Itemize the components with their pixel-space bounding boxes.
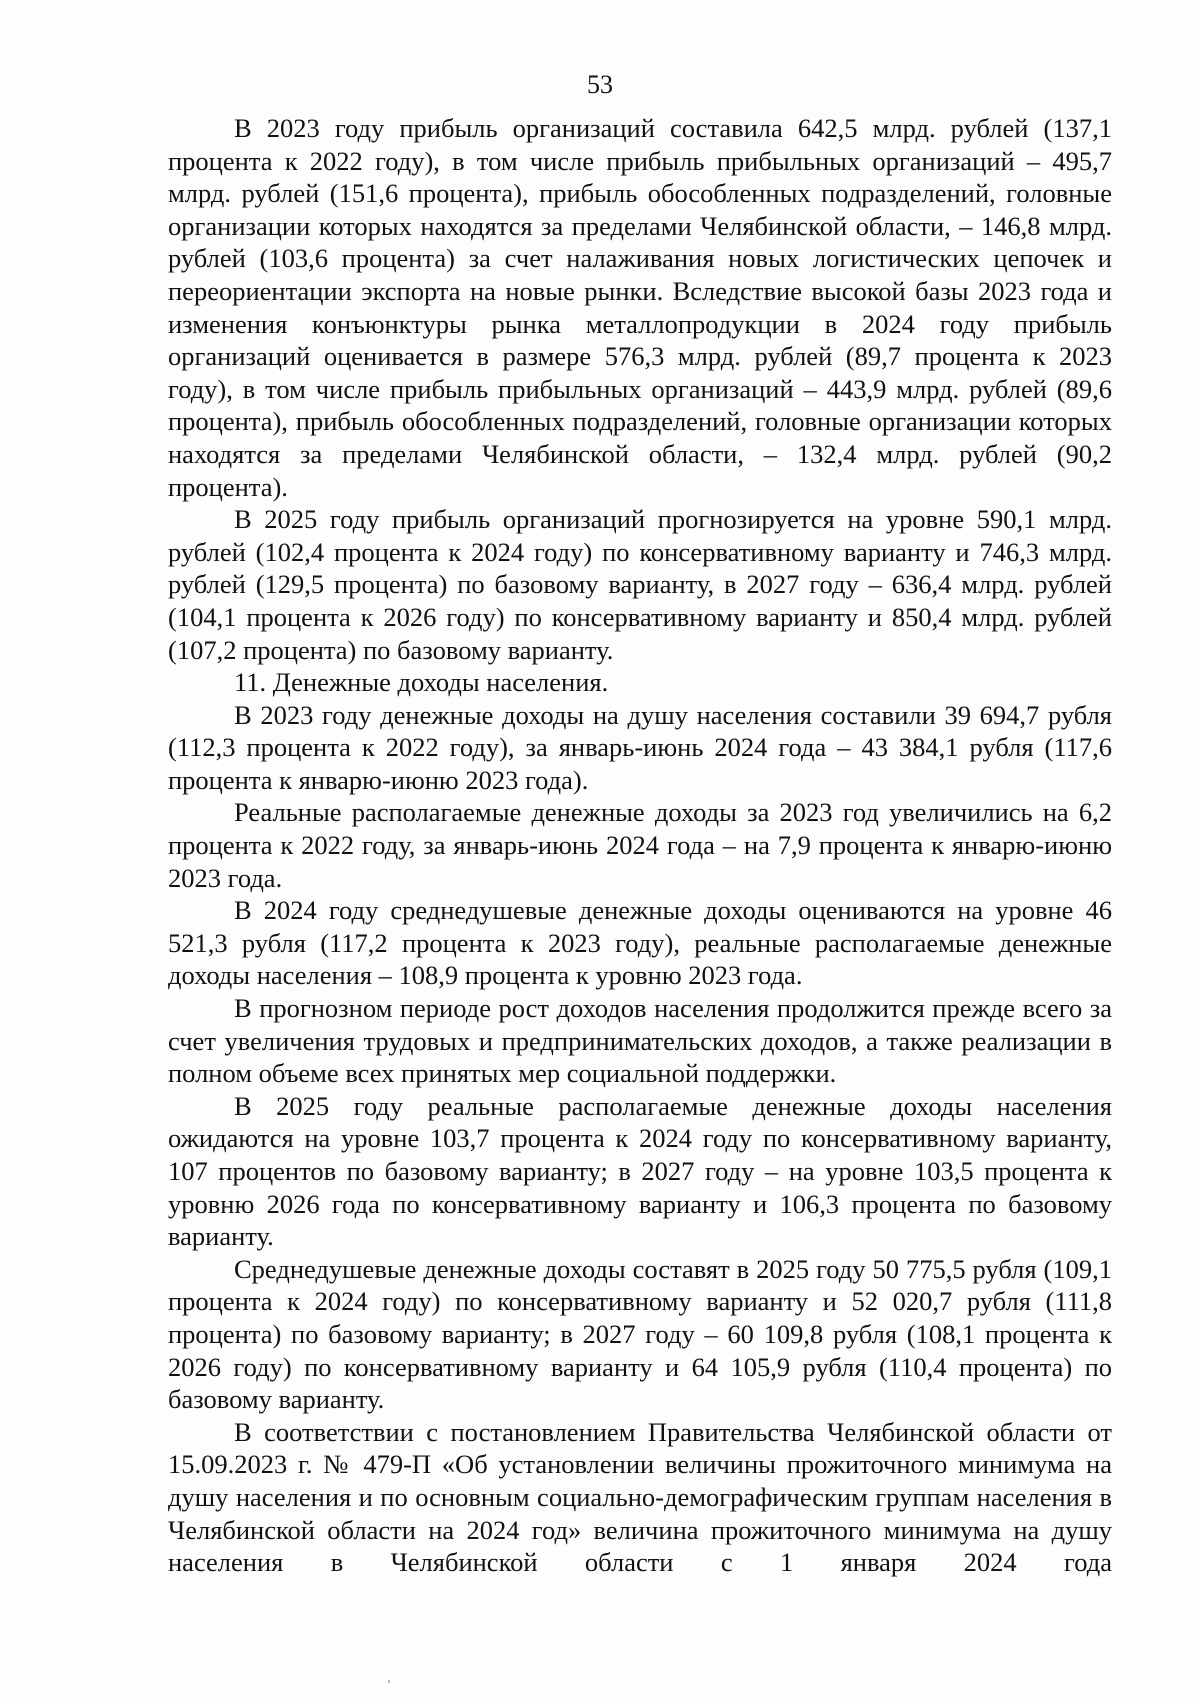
paragraph-profit-2023: В 2023 году прибыль организаций составила 642,5 млрд. рублей (137,1 процента к 2022 году), в том числе прибыль прибыльных организаций – 495,7 млрд. рублей (151,6 процента), прибыль обособленных подразделений, головные организации которых находятся за пределами Челябинской области, – 146,8 млрд. рублей (103,6 процента) за счет налаживания новых логистических цепочек и переориентации экспорта на новые рынки. Вследствие высокой базы 2023 года и изменения конъюнктуры рынка металлопродукции в 2024 году прибыль организаций оценивается в размере 576,3 млрд. рублей (89,7 процента к 2023 году), в том числе прибыль прибыльных организаций – 443,9 млрд. рублей (89,6 процента), прибыль обособленных подразделений, головные организации которых находятся за пределами Челябинской области, – 132,4 млрд. рублей (90,2 процента). <box>168 113 1112 502</box>
document-body <box>168 112 1112 1579</box>
paragraph-income-2024: В 2024 году среднедушевые денежные доходы оцениваются на уровне 46 521,3 рубля (117,2 процента к 2023 году), реальные располагаемые денежные доходы населения – 108,9 процента к уровню 2023 года. <box>168 895 1112 991</box>
paragraph-real-income: Реальные располагаемые денежные доходы за 2023 год увеличились на 6,2 процента к 2022 году, за январь-июнь 2024 года – на 7,9 процента к январю-июню 2023 года. <box>168 797 1112 893</box>
paragraph-profit-forecast: В 2025 году прибыль организаций прогнозируется на уровне 590,1 млрд. рублей (102,4 процента к 2024 году) по консервативному варианту и 746,3 млрд. рублей (129,5 процента) по базовому варианту, в 2027 году – 636,4 млрд. рублей (104,1 процента к 2026 году) по консервативному варианту и 850,4 млрд. рублей (107,2 процента) по базовому варианту. <box>168 504 1112 665</box>
paragraph-forecast-growth: В прогнозном периоде рост доходов населения продолжится прежде всего за счет увеличения трудовых и предпринимательских доходов, а также реализации в полном объеме всех принятых мер социальной поддержки. <box>168 993 1112 1089</box>
scan-speck <box>388 1680 390 1683</box>
paragraph-real-income-forecast: В 2025 году реальные располагаемые денежные доходы населения ожидаются на уровне 103,7 процента к 2024 году по консервативному варианту, 107 процентов по базовому варианту; в 2027 году – на уровне 103,5 процента к уровню 2026 года по консервативному варианту и 106,3 процента по базовому варианту. <box>168 1090 1112 1252</box>
paragraph-per-capita-forecast: Среднедушевые денежные доходы составят в 2025 году 50 775,5 рубля (109,1 процента к 2024 году) по консервативному варианту и 52 020,7 рубля (111,8 процента) по базовому варианту; в 2027 году – 60 109,8 рубля (108,1 процента к 2026 году) по консервативному варианту и 64 105,9 рубля (110,4 процента) по базовому варианту. <box>168 1253 1112 1415</box>
page-number: 53 <box>587 70 613 99</box>
paragraph-income-2023: В 2023 году денежные доходы на душу населения составили 39 694,7 рубля (112,3 процента к 2022 году), за январь-июнь 2024 года – 43 384,1 рубля (117,6 процента к январю-июню 2023 года). <box>168 699 1112 795</box>
paragraph-subsistence-minimum: В соответствии с постановлением Правительства Челябинской области от 15.09.2023 г. № 479-П «Об установлении величины прожиточного минимума на душу населения и по основным социально-демографическим группам населения в Челябинской области на 2024 год» величина прожиточного минимума на душу населения в Челябинской области с 1 января 2024 года <box>168 1416 1112 1578</box>
section-heading-income: 11. Денежные доходы населения. <box>234 667 609 698</box>
